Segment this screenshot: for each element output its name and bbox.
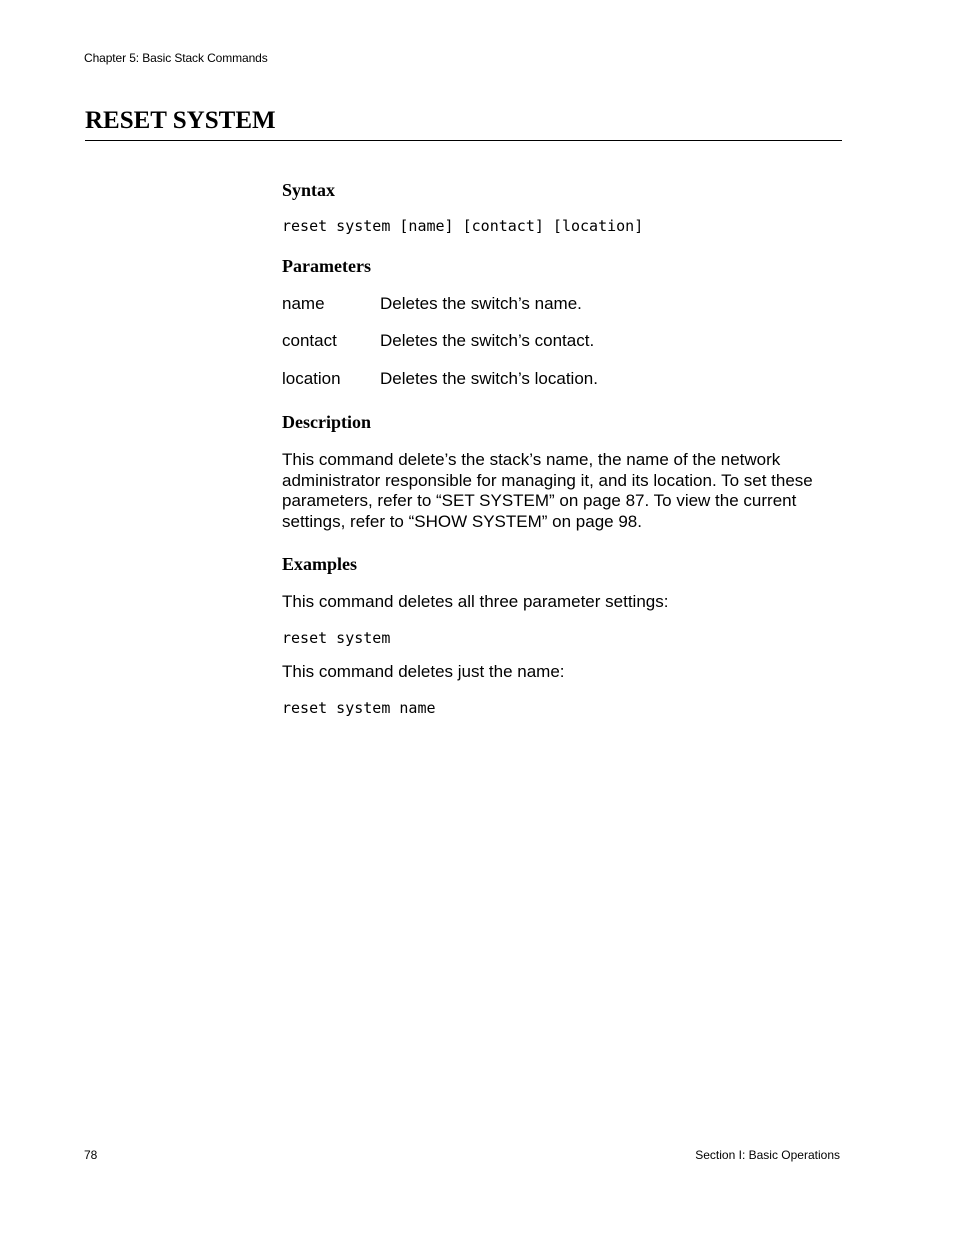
examples-heading: Examples: [282, 554, 358, 574]
page-title: RESET SYSTEM: [85, 107, 276, 134]
parameters-heading: Parameters: [282, 256, 371, 276]
description-paragraph: This command delete’s the stack’s name, the name of the network administrator responsible for managing it, and its location. To set these parameters, refer to “SET SYSTEM” on page 87. To view the current settings, refer to “SHOW SYSTEM” on page 98.: [282, 450, 813, 531]
syntax-heading: Syntax: [282, 180, 336, 200]
parameter-description: Deletes the switch’s location.: [380, 369, 598, 388]
parameter-name: location: [282, 369, 341, 388]
section-footer: Section I: Basic Operations: [695, 1148, 840, 1162]
parameter-row-contact: [282, 331, 827, 351]
example-description: This command deletes all three parameter settings:: [282, 592, 669, 611]
page-number: 78: [84, 1148, 98, 1162]
syntax-command: reset system [name] [contact] [location]: [282, 217, 644, 235]
example-description: This command deletes just the name:: [282, 662, 565, 681]
example-command: reset system name: [282, 699, 436, 717]
parameter-row-name: [282, 294, 827, 314]
parameter-description: Deletes the switch’s name.: [380, 294, 582, 313]
example-command: reset system: [282, 629, 391, 647]
parameter-row-location: [282, 369, 827, 389]
parameter-name: contact: [282, 331, 337, 350]
title-rule: [85, 140, 842, 141]
parameter-name: name: [282, 294, 325, 313]
running-header: Chapter 5: Basic Stack Commands: [84, 51, 268, 65]
parameter-description: Deletes the switch’s contact.: [380, 331, 595, 350]
description-heading: Description: [282, 412, 371, 432]
